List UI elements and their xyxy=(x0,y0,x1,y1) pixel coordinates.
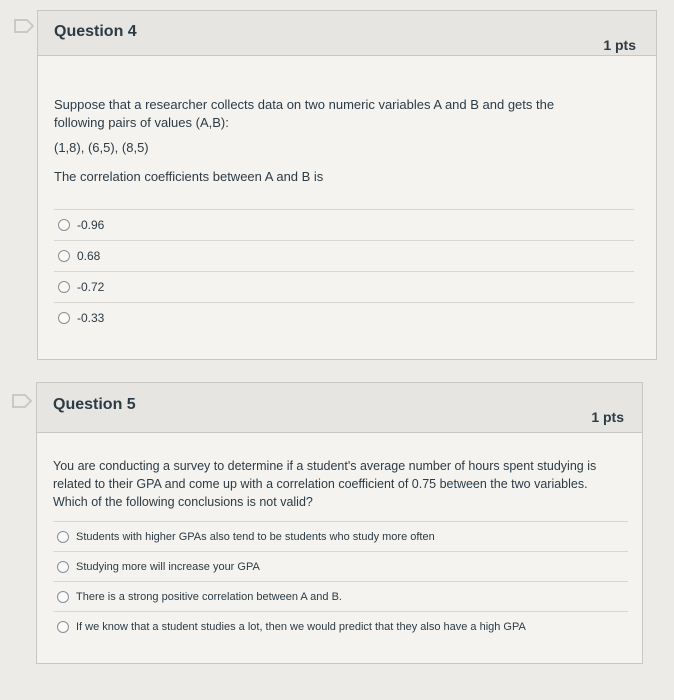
question-4-header xyxy=(38,11,656,56)
answer-label: Students with higher GPAs also tend to be students who study more often xyxy=(76,530,435,543)
radio-button[interactable] xyxy=(57,621,69,633)
question-4-prompt: Suppose that a researcher collects data on two numeric variables A and B and gets the following pairs of values (A,B): xyxy=(54,97,555,130)
question-5-header xyxy=(37,383,642,433)
answer-option[interactable] xyxy=(54,240,634,271)
answer-option[interactable] xyxy=(54,271,634,302)
question-5-points: 1 pts xyxy=(591,409,624,425)
answer-option[interactable] xyxy=(53,551,628,581)
radio-button[interactable] xyxy=(58,219,70,231)
radio-button[interactable] xyxy=(58,250,70,262)
answer-option[interactable] xyxy=(54,302,634,333)
answer-label: If we know that a student studies a lot, then we would predict that they also have a high GPA xyxy=(76,620,526,633)
question-4-statement: The correlation coefficients between A and B is xyxy=(54,169,324,184)
answer-label: 0.68 xyxy=(77,249,101,263)
question-4-answers xyxy=(54,209,634,333)
question-5-card xyxy=(36,382,643,664)
radio-button[interactable] xyxy=(57,591,69,603)
radio-button[interactable] xyxy=(57,561,69,573)
question-4-flag-icon[interactable] xyxy=(14,18,34,34)
answer-option[interactable] xyxy=(53,611,628,641)
question-4-pairs: (1,8), (6,5), (8,5) xyxy=(54,140,149,155)
question-5-answers xyxy=(53,521,628,641)
radio-button[interactable] xyxy=(57,531,69,543)
answer-label: -0.96 xyxy=(77,218,105,232)
answer-option[interactable] xyxy=(53,581,628,611)
answer-option[interactable] xyxy=(54,209,634,240)
radio-button[interactable] xyxy=(58,312,70,324)
question-5-flag-icon[interactable] xyxy=(12,393,32,409)
question-4-points: 1 pts xyxy=(603,37,636,53)
answer-option[interactable] xyxy=(53,521,628,551)
answer-label: Studying more will increase your GPA xyxy=(76,560,260,573)
radio-button[interactable] xyxy=(58,281,70,293)
answer-label: There is a strong positive correlation between A and B. xyxy=(76,590,342,603)
question-5-title: Question 5 xyxy=(53,396,136,413)
answer-label: -0.33 xyxy=(77,311,105,325)
question-4-title: Question 4 xyxy=(54,23,137,40)
question-4-card xyxy=(37,10,657,360)
answer-label: -0.72 xyxy=(77,280,105,294)
question-5-prompt: You are conducting a survey to determine if a student's average number of hours spent studying is related to their GPA and come up with a correlation coefficient of 0.75 between the two variables. Which of the following conclusions is not valid? xyxy=(53,459,597,509)
